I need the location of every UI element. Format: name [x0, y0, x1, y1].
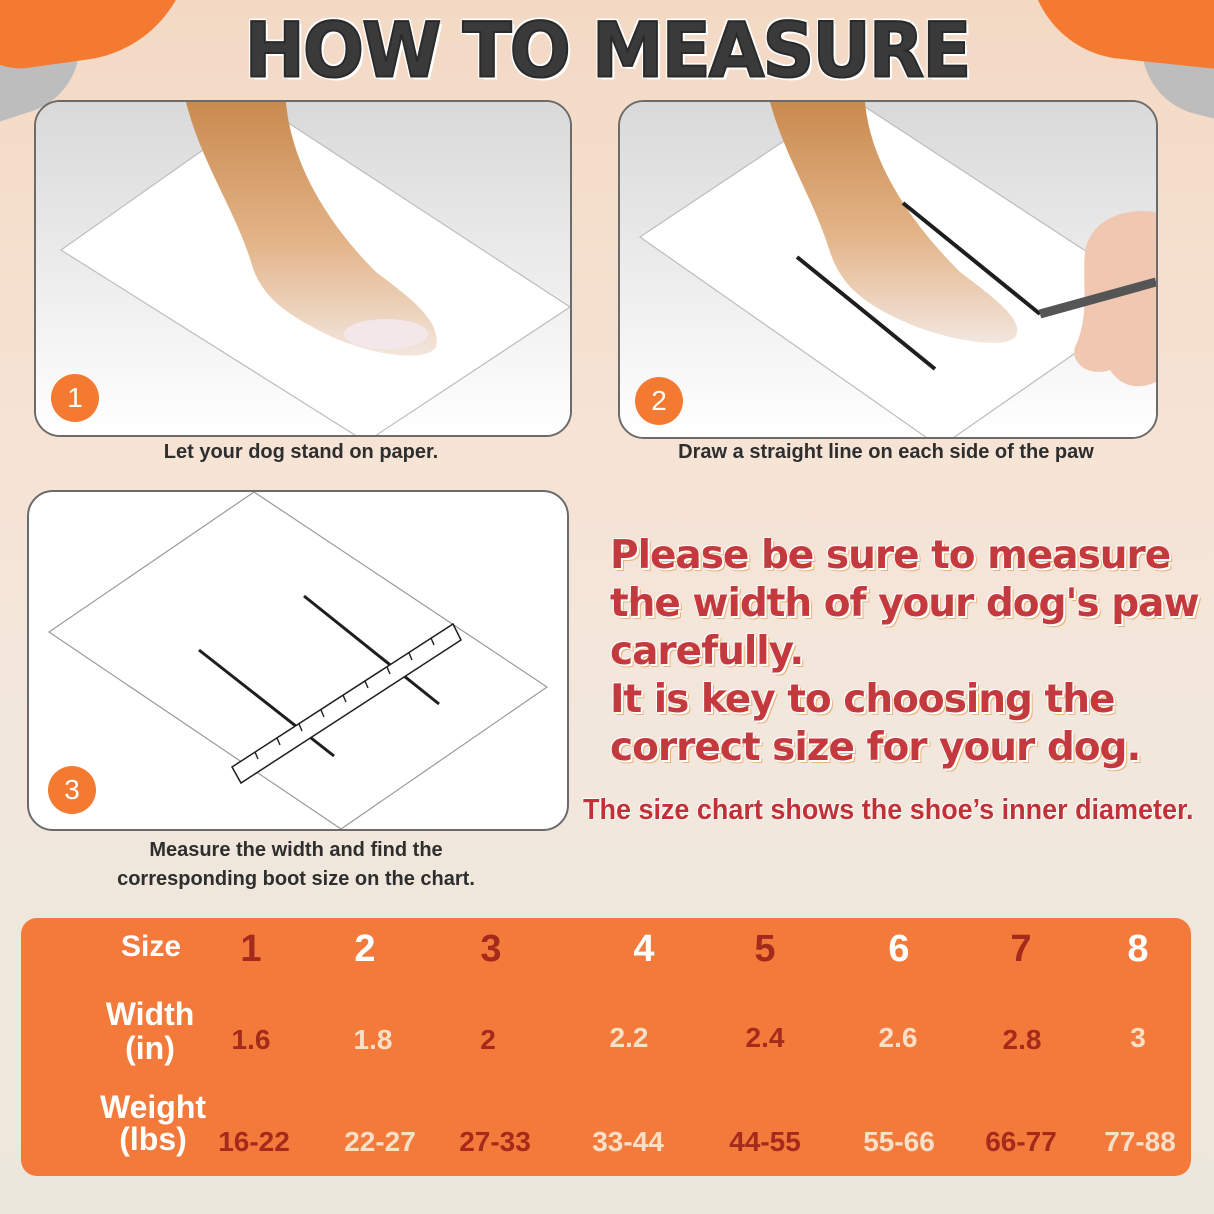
width-value: 3	[1130, 1022, 1146, 1053]
paw-on-paper-illustration	[36, 102, 570, 435]
size-value: 1	[240, 928, 262, 970]
weight-unit-header: (lbs)	[119, 1121, 187, 1157]
draw-lines-illustration	[620, 102, 1156, 437]
step-2-badge: 2	[635, 377, 683, 425]
ruler-measurement-illustration	[29, 492, 567, 829]
size-value: 7	[1010, 928, 1032, 970]
size-value: 2	[354, 928, 376, 970]
step-2-caption: Draw a straight line on each side of the paw	[678, 441, 1094, 463]
width-value: 2.6	[878, 1022, 918, 1053]
weight-value: 27-33	[459, 1126, 531, 1157]
weight-value: 66-77	[985, 1126, 1057, 1157]
width-value: 2	[480, 1024, 496, 1055]
weight-value: 77-88	[1104, 1126, 1176, 1157]
weight-value: 16-22	[218, 1126, 290, 1157]
step-2-image	[618, 100, 1158, 439]
size-value: 6	[888, 928, 910, 970]
step-1-badge: 1	[51, 374, 99, 422]
step-3-caption-line2: corresponding boot size on the chart.	[117, 868, 475, 890]
width-value: 2.2	[609, 1022, 649, 1053]
step-3-caption-line1: Measure the width and find the	[149, 839, 443, 861]
measurement-notice	[610, 532, 1210, 772]
width-value: 1.6	[231, 1024, 271, 1055]
page-title: HOW TO MEASURE	[244, 5, 970, 95]
width-unit-header: (in)	[125, 1030, 175, 1066]
size-value: 3	[480, 928, 502, 970]
weight-row-header: Weight	[99, 1089, 207, 1125]
width-value: 2.8	[1002, 1024, 1042, 1055]
step-1-caption: Let your dog stand on paper.	[163, 441, 439, 463]
step-1-image	[34, 100, 572, 437]
weight-value: 55-66	[863, 1126, 935, 1157]
weight-value: 22-27	[344, 1126, 416, 1157]
notice-line: It is key to choosing the	[610, 677, 1115, 722]
width-value: 1.8	[353, 1024, 393, 1055]
width-row-header: Width	[105, 996, 195, 1032]
notice-line: carefully.	[610, 629, 804, 674]
size-value: 8	[1127, 928, 1149, 970]
width-value: 2.4	[745, 1022, 785, 1053]
weight-value: 33-44	[592, 1126, 664, 1157]
step-3-badge: 3	[48, 766, 96, 814]
step-3-image	[27, 490, 569, 831]
size-row-header: Size	[120, 930, 182, 963]
notice-line: the width of your dog's paw	[610, 581, 1199, 626]
notice-line: Please be sure to measure	[610, 533, 1171, 578]
weight-value: 44-55	[729, 1126, 801, 1157]
notice-line: correct size for your dog.	[610, 725, 1141, 770]
size-chart-note: The size chart shows the shoe’s inner diameter.	[583, 794, 1194, 826]
size-value: 5	[754, 928, 776, 970]
size-value: 4	[633, 928, 655, 970]
